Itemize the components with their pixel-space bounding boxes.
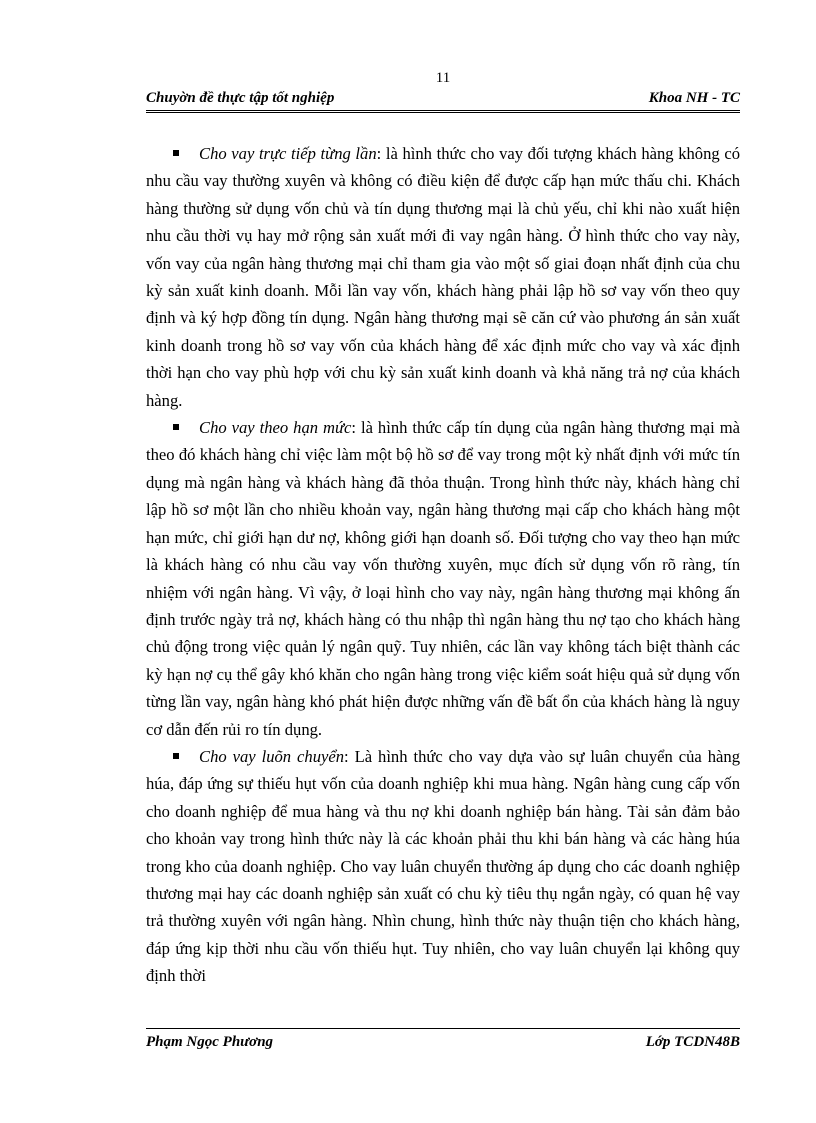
header-department: Khoa NH - TC <box>648 90 740 106</box>
term-label: Cho vay theo hạn mức <box>199 418 352 438</box>
page-footer <box>146 1034 740 1054</box>
square-bullet-icon <box>173 424 179 430</box>
footer-class: Lớp TCDN48B <box>645 1034 740 1050</box>
paragraph-credit-line <box>146 414 740 743</box>
paragraph-text: : là hình thức cho vay đối tượng khách hàng không có nhu cầu vay thường xuyên và không có điều kiện để được cấp hạn mức thấu chi. Khách hàng thường sử dụng vốn chủ và tín dụng thương mại là chủ yếu, chỉ khi nào xuất hiện nhu cầu thời vụ hay mở rộng sản xuất mới đi vay ngân hàng. Ở hình thức cho vay này, vốn vay của ngân hàng thương mại chỉ tham gia vào một số giai đoạn nhất định của chu kỳ sản xuất kinh doanh. Mỗi lần vay vốn, khách hàng phải lập hồ sơ vay vốn theo quy định và ký hợp đồng tín dụng. Ngân hàng thương mại sẽ căn cứ vào phương án sản xuất kinh doanh trong hồ sơ vay vốn của khách hàng để xác định mức cho vay và xác định thời hạn cho vay phù hợp với chu kỳ sản xuất kinh doanh và khả năng trả nợ của khách hàng. <box>146 144 740 410</box>
footer-divider <box>146 1028 740 1029</box>
square-bullet-icon <box>173 753 179 759</box>
paragraph-revolving-loan <box>146 743 740 990</box>
page-header <box>146 90 740 111</box>
header-title: Chuyờn đề thực tập tốt nghiệp <box>146 90 335 106</box>
term-label: Cho vay luõn chuyển <box>199 746 345 766</box>
paragraph-text: : là hình thức cấp tín dụng của ngân hàng thương mại mà theo đó khách hàng chỉ việc làm một bộ hồ sơ để vay trong một kỳ nhất định với mức tín dụng mà ngân hàng và khách hàng đã thỏa thuận. Trong hình thức này, khách hàng chỉ lập hồ sơ một lần cho nhiều khoản vay, ngân hàng thương mại cấp cho khách hàng một hạn mức, chỉ giới hạn dư nợ, không giới hạn doanh số. Đối tượng cho vay theo hạn mức là khách hàng có nhu cầu vay vốn thường xuyên, mục đích sử dụng vốn rõ ràng, tín nhiệm với ngân hàng. Vì vậy, ở loại hình cho vay này, ngân hàng thương mại không ấn định trước ngày trả nợ, khách hàng có thu nhập thì ngân hàng thu nợ tạo cho khách hàng chủ động trong việc quản lý ngân quỹ. Tuy nhiên, các lần vay không tách biệt thành các kỳ hạn nợ cụ thể gây khó khăn cho ngân hàng trong việc kiểm soát hiệu quả sử dụng vốn từng lần vay, ngân hàng khó phát hiện được những vấn đề bất ổn của khách hàng là nguy cơ dẫn đến rủi ro tín dụng. <box>146 418 740 739</box>
header-divider <box>146 112 740 113</box>
paragraph-text: : Là hình thức cho vay dựa vào sự luân chuyển của hàng húa, đáp ứng sự thiếu hụt vốn của doanh nghiệp khi mua hàng. Ngân hàng cung cấp vốn cho doanh nghiệp để mua hàng và thu nợ khi doanh nghiệp bán hàng. Tài sản đảm bảo cho khoản vay trong hình thức này là các khoản phải thu khi bán hàng và các hàng húa trong kho của doanh nghiệp. Cho vay luân chuyển thường áp dụng cho các doanh nghiệp thương mại hay các doanh nghiệp sản xuất có chu kỳ tiêu thụ ngắn ngày, có quan hệ vay trả thường xuyên với ngân hàng. Nhìn chung, hình thức này thuận tiện cho khách hàng, đáp ứng kịp thời nhu cầu vốn thiếu hụt. Tuy nhiên, cho vay luân chuyển lại không quy định thời <box>146 746 740 986</box>
paragraph-direct-loan <box>146 140 740 414</box>
body-text <box>146 140 740 990</box>
page-number: 11 <box>435 70 451 86</box>
footer-author: Phạm Ngọc Phương <box>146 1034 274 1050</box>
square-bullet-icon <box>173 150 179 156</box>
term-label: Cho vay trực tiếp từng lần <box>199 144 377 163</box>
